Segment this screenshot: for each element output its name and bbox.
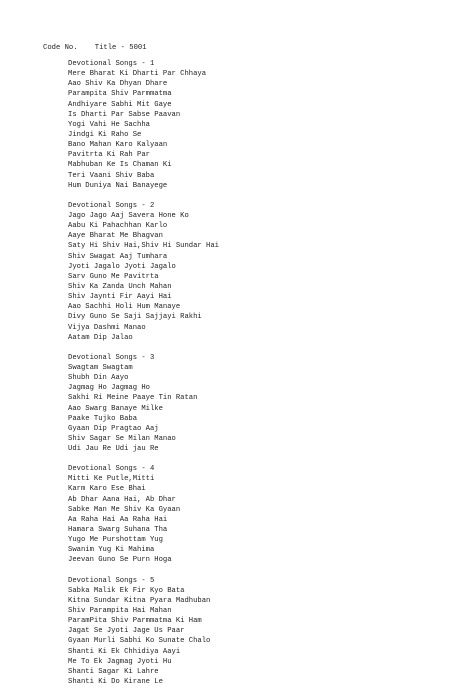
song-title: Vijya Dashmi Manao [68,323,146,332]
song-section [68,59,438,191]
song-title: Jagat Se Jyoti Jage Us Paar [68,627,185,636]
song-title: Aao Shiv Ka Dhyan Dhare [68,80,168,89]
song-title: Sarv Guno Me Pavitrta [68,272,159,281]
song-title: Mabhuban Ke Is Chaman Ki [68,161,172,170]
song-title: Hamara Swarg Suhana Tha [68,526,168,535]
title-label: Title - 5001 [94,44,147,52]
song-title: Shiv Parampita Hai Mahan [68,607,172,616]
song-title: Sabka Malik Ek Fir Kyo Bata [68,586,185,595]
song-title: Aabu Ki Pahachhan Karlo [68,222,168,231]
song-title: Andhiyare Sabhi Mit Gaye [68,100,172,109]
song-title: Is Dharti Par Sabse Paavan [68,110,181,119]
song-title: Shiv Swagat Aaj Tumhara [68,252,168,261]
song-title: Karm Karo Ese Bhai [68,485,146,494]
song-title: Jagmag Ho Jagmag Ho [68,384,150,393]
song-list [68,59,438,697]
song-title: Udi Jau Re Udi jau Re [68,445,159,454]
song-title: Ab Dhar Aana Hai, Ab Dhar [68,495,176,504]
song-title: Parampita Shiv Parmmatma [68,90,172,99]
song-title: Gyaan Murli Sabhi Ko Sunate Chalo [68,637,211,646]
song-title: Shiv Sagar Se Milan Manao [68,434,176,443]
song-title: Hum Duniya Nai Banayege [68,181,168,190]
song-title: Aao Swarg Banaye Milke [68,404,163,413]
document-header [43,43,147,53]
song-title: Divy Guno Se Saji Sajjayi Rakhi [68,313,202,322]
song-title: Mere Bharat Ki Dharti Par Chhaya [68,70,207,79]
song-title: Jindgi Ki Raho Se [68,130,142,139]
song-title: Aatam Dip Jalao [68,333,133,342]
song-title: Jago Jago Aaj Savera Hone Ko [68,211,189,220]
song-title: Sabke Man Me Shiv Ka Gyaan [68,505,181,514]
song-section [68,576,438,688]
song-title: Me To Ek Jagmag Jyoti Hu [68,657,172,666]
song-title: Swagtam Swagtam [68,363,133,372]
song-title: Shanti Sagar Ki Lahre [68,667,159,676]
song-title: Bano Mahan Karo Kalyaan [68,141,168,150]
song-section [68,353,438,454]
song-title: Aaye Bharat Me Bhagvan [68,232,163,241]
section-heading: Devotional Songs - 3 [68,353,155,362]
section-heading: Devotional Songs - 1 [68,60,155,68]
song-title: Teri Vaani Shiv Baba [68,171,155,180]
song-title: Shanti Ki Do Kirane Le [68,678,163,687]
song-section [68,201,438,343]
song-title: Aa Raha Hai Aa Raha Hai [68,515,168,524]
song-title: Shiv Jaynti Fir Aayi Hai [68,293,172,302]
song-title: Kitna Sundar Kitna Pyara Madhuban [68,596,211,605]
song-title: Shanti Ki Ek Chhidiya Aayi [68,647,181,656]
song-title: Aao Sachhi Holi Hum Manaye [68,303,181,312]
song-title: Yugo Me Purshottam Yug [68,536,163,545]
song-section [68,464,438,565]
song-title: Saty Hi Shiv Hai,Shiv Hi Sundar Hai [68,242,219,251]
song-title: Jeevan Guno Se Purn Hoga [68,556,172,565]
song-title: Pavitrta Ki Rah Par [68,151,150,160]
song-title: Mitti Ke Putle,Mitti [68,475,155,484]
song-title: Jyoti Jagalo Jyoti Jagalo [68,262,176,271]
song-title: ParamPita Shiv Parmmatma Ki Ham [68,617,202,626]
song-title: Sakhi Ri Meine Paaye Tin Ratan [68,394,198,403]
song-title: Shubh Din Aayo [68,374,129,383]
section-heading: Devotional Songs - 5 [68,576,155,585]
song-title: Paake Tujko Baba [68,414,138,423]
code-number-label: Code No. [43,44,78,52]
section-heading: Devotional Songs - 2 [68,201,155,210]
section-heading: Devotional Songs - 4 [68,465,155,474]
song-title: Swanim Yug Ki Mahima [68,546,155,555]
song-title: Shiv Ka Zanda Unch Mahan [68,282,172,291]
song-title: Yogi Vahi He Sachha [68,120,150,129]
song-title: Gyaan Dip Pragtao Aaj [68,424,159,433]
